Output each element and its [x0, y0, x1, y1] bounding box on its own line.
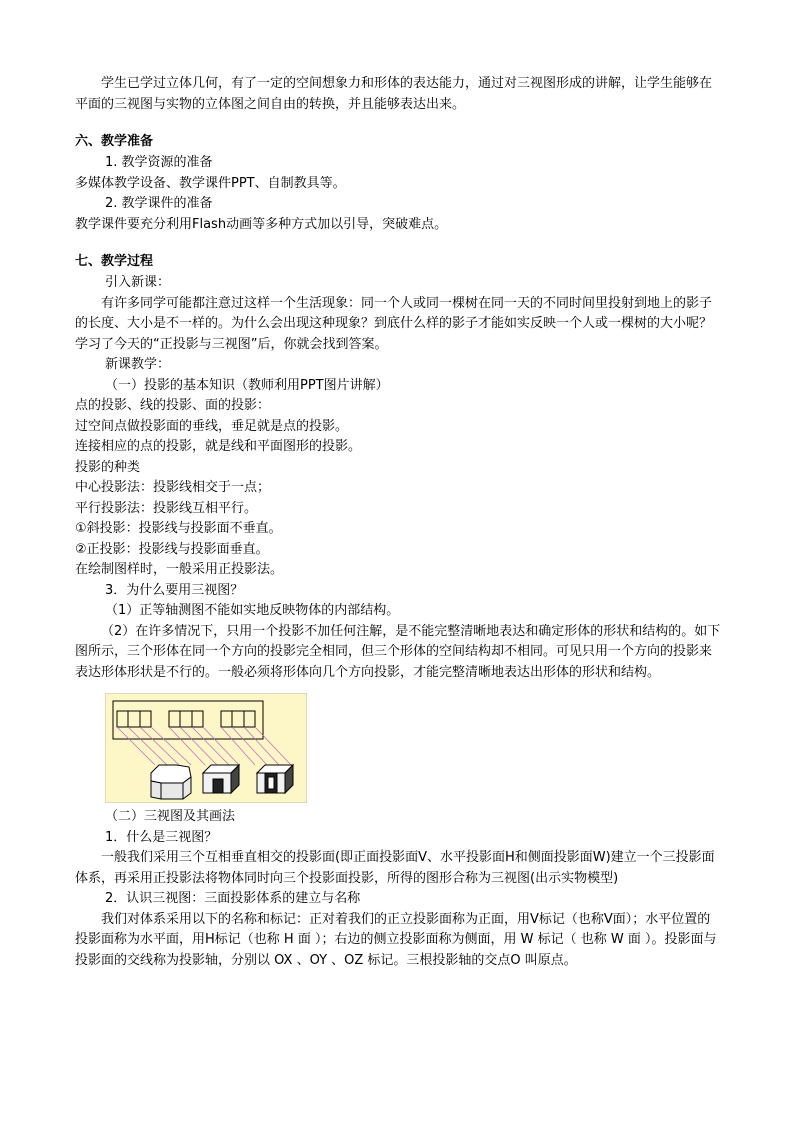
question-3-point-1: （1）正等轴测图不能如实地反映物体的内部结构。	[105, 603, 400, 618]
subsection-2-title: 2．认识三视图：三面投影体系的建立与名称	[105, 891, 361, 906]
question-3-point-2: （2）在许多情况下，只用一个投影不加任何注解，是不能完整清晰地表达和确定形体的形状和结构的。如下图所示，三个形体在同一个方向的投影完全相同，但三个形体的空间结构却不相同。可见只用一个方向的投影来表达形体形状是不行的。一般必须将形体向几个方向投影，才能完整清晰地表达出形体的形状和结构。	[75, 623, 721, 680]
text-line: 投影的种类	[75, 459, 141, 475]
question-3: 3．为什么要用三视图？	[105, 582, 244, 598]
solid-1	[151, 765, 191, 799]
new-lesson-label: 新课教学：	[105, 357, 171, 372]
part-2-title: （二）三视图及其画法	[105, 809, 236, 824]
text-line: ①斜投影：投影线与投影面不垂直。	[75, 521, 282, 536]
text-line: ②正投影：投影线与投影面垂直。	[75, 541, 269, 557]
solid-3	[257, 765, 293, 793]
section-6-item-1-text: 多媒体教学设备、教学课件PPT、自制教具等。	[75, 175, 346, 191]
projection-figure	[105, 693, 307, 803]
text-line: 在绘制图样时，一般采用正投影法。	[75, 562, 284, 577]
intro-text: 有许多同学可能都注意过这样一个生活现象：同一个人或同一棵树在同一天的不同时间里投射到地上的影子的长度、大小是不一样的。为什么会出现这种现象？到底什么样的影子才能如实反映一个人或一棵树的大小呢？学习了今天的“正投影与三视图”后，你就会找到答案。	[75, 295, 713, 352]
text-line: 点的投影、线的投影、面的投影：	[75, 398, 271, 413]
text-line: 中心投影法：投影线相交于一点；	[75, 480, 271, 495]
subsection-2-text: 我们对体系采用以下的名称和标记：正对着我们的正立投影面称为正面，用V标记（也称V面）；水平位置的投影面称为水平面，用H标记（也称 H 面 ）；右边的侧立投影面称为侧面，用 W 标记（ 也称 W 面 ）。投影面与投影面的交线称为投影轴，分别以 OX 、OY 、OZ 标记。三根投影轴的交点O 叫原点。	[75, 911, 717, 968]
intro-paragraph: 学生已学过立体几何，有了一定的空间想象力和形体的表达能力，通过对三视图形成的讲解，让学生能够在平面的三视图与实物的立体图之间自由的转换，并且能够表达出来。	[75, 76, 713, 112]
part-1-title: （一）投影的基本知识（教师利用PPT图片讲解）	[105, 377, 389, 393]
projection-plane	[113, 701, 263, 739]
subsection-1-title: 1．什么是三视图？	[105, 829, 218, 845]
text-line: 连接相应的点的投影，就是线和平面图形的投影。	[75, 439, 362, 454]
solid-2	[203, 765, 239, 793]
projection-illustration	[105, 693, 307, 803]
subsection-1-text: 一般我们采用三个互相垂直相交的投影面(即正面投影面V、水平投影面H和侧面投影面W)建立一个三投影面体系，再采用正投影法将物体同时向三个投影面投影，所得的图形合称为三视图(出示实物模型)	[75, 850, 715, 886]
text-line: 过空间点做投影面的垂线，垂足就是点的投影。	[75, 418, 349, 434]
section-6-item-2-text: 教学课件要充分利用Flash动画等多种方式加以引导，突破难点。	[75, 216, 448, 232]
section-6-item-1-title: 1. 教学资源的准备	[105, 155, 213, 170]
intro-label: 引入新课：	[105, 275, 171, 290]
section-6-heading: 六、教学准备	[75, 134, 154, 149]
section-6-item-2-title: 2. 教学课件的准备	[105, 196, 213, 211]
document-body	[75, 74, 723, 971]
section-7-heading: 七、教学过程	[75, 254, 154, 269]
text-line: 平行投影法：投影线互相平行。	[75, 500, 258, 516]
